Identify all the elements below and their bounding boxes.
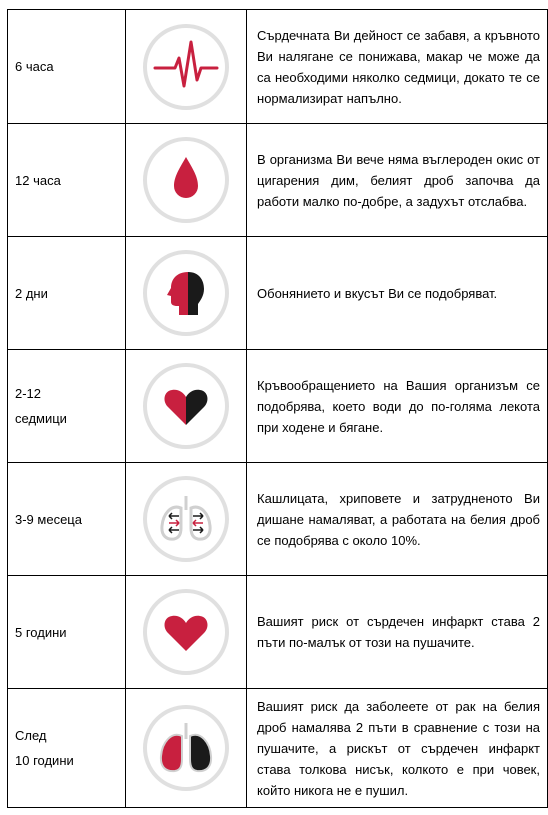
period-label: След (15, 728, 47, 743)
description-cell: Кръвообращението на Вашия организъм се подобрява, което води до по-голяма лекота при ходене и бягане. (247, 350, 548, 463)
breathing-lungs-icon (141, 474, 231, 564)
half-heart-icon (141, 361, 231, 451)
icon-cell (126, 10, 247, 124)
description-cell: В организма Ви вече няма въглероден окис от цигарения дим, белият дроб започва да работи малко по-добре, а задухът отслабва. (247, 124, 548, 237)
blood-drop-icon (141, 135, 231, 225)
head-profile-icon (141, 248, 231, 338)
icon-cell (126, 350, 247, 463)
period-label: 2 дни (15, 285, 48, 301)
period-cell (8, 124, 126, 237)
timeline-row-12-hours (8, 124, 548, 237)
icon-cell (126, 689, 247, 808)
description-cell: Обонянието и вкусът Ви се подобряват. (247, 237, 548, 350)
period-label: седмици (15, 411, 67, 426)
period-label: 3-9 месеца (15, 511, 82, 527)
period-cell (8, 576, 126, 689)
period-label: 6 часа (15, 59, 54, 74)
timeline-row-2-days (8, 237, 548, 350)
icon-cell (126, 463, 247, 576)
timeline-row-5-years (8, 576, 548, 689)
period-cell (8, 463, 126, 576)
period-label: 10 години (15, 753, 74, 768)
heart-icon (141, 587, 231, 677)
period-label: 12 часа (15, 172, 61, 188)
period-label: 2-12 (15, 386, 42, 401)
timeline-row-10-years (8, 689, 548, 808)
period-cell (8, 350, 126, 463)
timeline-row-2-12-weeks (8, 350, 548, 463)
icon-cell (126, 576, 247, 689)
timeline-row-6-hours (8, 10, 548, 124)
heartbeat-icon (141, 22, 231, 112)
description-cell: Вашият риск от сърдечен инфаркт става 2 пъти по-малък от този на пушачите. (247, 576, 548, 689)
description-cell: Кашлицата, хриповете и затрудненото Ви дишане намаляват, а работата на белия дроб се подобрява с около 10%. (247, 463, 548, 576)
timeline-row-3-9-months (8, 463, 548, 576)
period-cell (8, 10, 126, 124)
lungs-icon (141, 703, 231, 793)
icon-cell (126, 237, 247, 350)
icon-cell (126, 124, 247, 237)
description-cell: Сърдечната Ви дейност се забавя, а кръвното Ви налягане се понижава, макар че може да са необходими няколко седмици, докато те се нормализират напълно. (247, 10, 548, 124)
period-cell (8, 237, 126, 350)
smoking-recovery-timeline-table (7, 9, 548, 808)
period-cell (8, 689, 126, 808)
period-label: 5 години (15, 624, 67, 640)
description-cell: Вашият риск да заболеете от рак на белия дроб намалява 2 пъти в сравнение с този на пушачите, а рискът от сърдечен инфаркт става толкова нисък, колкото е при човек, който никога не е пушил. (247, 689, 548, 808)
